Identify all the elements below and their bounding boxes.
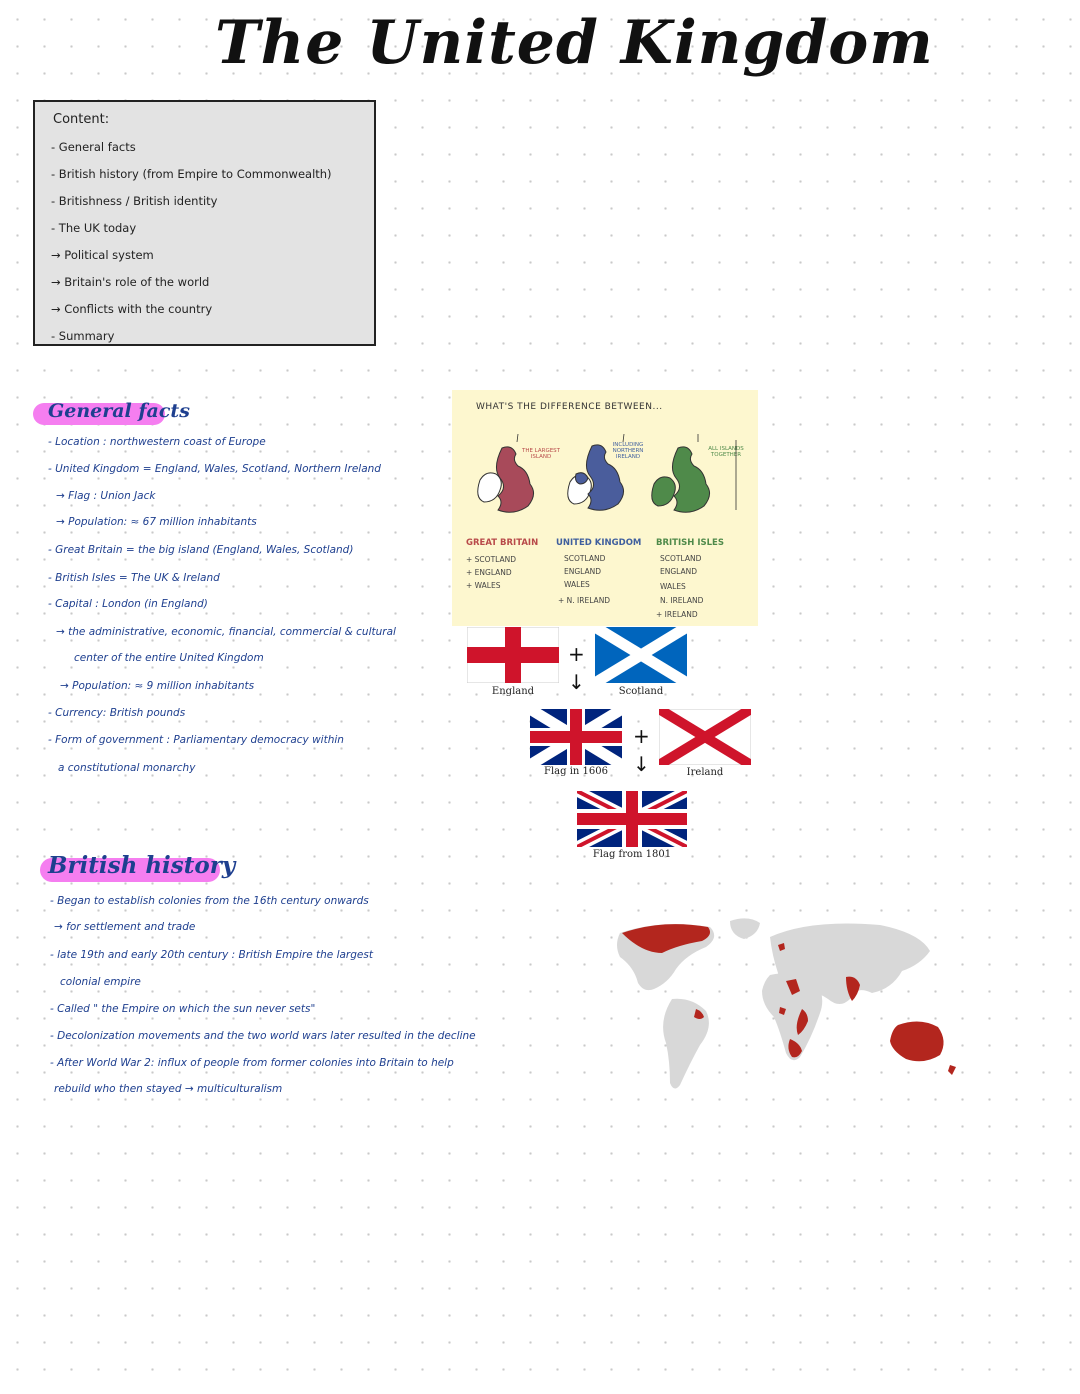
plus-sign: + — [568, 642, 585, 666]
plus-sign: + — [633, 724, 650, 748]
contents-box — [33, 100, 376, 346]
column-item: SCOTLAND — [564, 554, 606, 563]
scotland-flag — [595, 627, 687, 683]
history-line: → for settlement and trade — [54, 921, 196, 933]
contents-item: - Summary — [51, 329, 115, 343]
fact-line: → the administrative, economic, financial, commercial & cultural — [56, 626, 396, 638]
united-kingdom-map — [568, 445, 624, 510]
diagram-note: INCLUDING NORTHERN IRELAND — [612, 442, 644, 460]
flag-1606-caption: Flag in 1606 — [544, 766, 608, 777]
contents-item: → Britain's role of the world — [51, 275, 210, 289]
flag-1801 — [577, 791, 687, 847]
column-united-kingdom: UNITED KINGDOM — [556, 538, 642, 548]
column-item: WALES — [564, 580, 590, 589]
history-line: - Called " the Empire on which the sun never sets" — [50, 1003, 316, 1015]
fact-line: → Flag : Union Jack — [56, 490, 156, 502]
british-isles-map — [652, 440, 736, 512]
down-arrow: ↓ — [568, 670, 585, 694]
british-history-heading: British history — [48, 852, 236, 879]
history-line: - Decolonization movements and the two world wars later resulted in the decline — [50, 1030, 476, 1042]
column-item: N. IRELAND — [660, 596, 704, 605]
down-arrow: ↓ — [633, 752, 650, 776]
contents-item: - General facts — [51, 140, 136, 154]
fact-line: center of the entire United Kingdom — [74, 652, 264, 664]
fact-line: → Population: ≈ 9 million inhabitants — [60, 680, 255, 692]
page-title: The United Kingdom — [215, 8, 934, 78]
flag-1606 — [530, 709, 622, 765]
contents-title: Content: — [53, 112, 110, 127]
history-line: - late 19th and early 20th century : British Empire the largest — [50, 949, 373, 961]
fact-line: - British Isles = The UK & Ireland — [48, 572, 220, 584]
scotland-caption: Scotland — [618, 686, 664, 697]
column-item: + N. IRELAND — [558, 596, 611, 605]
fact-line: a constitutional monarchy — [58, 762, 196, 774]
column-item: ENGLAND — [660, 567, 698, 576]
fact-line: - Location : northwestern coast of Europe — [48, 436, 266, 448]
column-item: + SCOTLAND — [466, 555, 517, 564]
contents-item: - Britishness / British identity — [51, 194, 218, 208]
column-british-isles: BRITISH ISLES — [656, 538, 724, 548]
difference-diagram — [452, 390, 758, 626]
history-line: - After World War 2: influx of people from former colonies into Britain to help — [50, 1057, 454, 1069]
fact-line: - Form of government : Parliamentary democracy within — [48, 734, 344, 746]
england-flag — [467, 627, 559, 683]
column-item: SCOTLAND — [660, 554, 702, 563]
contents-item: → Conflicts with the country — [51, 302, 213, 316]
isles-maps — [452, 390, 758, 530]
fact-line: - Great Britain = the big island (England, Wales, Scotland) — [48, 544, 354, 556]
great-britain-map — [478, 447, 534, 512]
contents-item: - British history (from Empire to Commonwealth) — [51, 167, 332, 181]
column-item: WALES — [660, 582, 686, 591]
history-line: rebuild who then stayed → multiculturalism — [54, 1083, 283, 1095]
general-facts-heading: General facts — [48, 400, 190, 422]
contents-item: → Political system — [51, 248, 154, 262]
column-item: + IRELAND — [656, 610, 698, 619]
column-item: + ENGLAND — [466, 568, 512, 577]
history-line: - Began to establish colonies from the 16th century onwards — [50, 895, 369, 907]
fact-line: - Currency: British pounds — [48, 707, 186, 719]
diagram-note: THE LARGEST ISLAND — [521, 448, 561, 460]
contents-item: - The UK today — [51, 221, 137, 235]
diagram-note: ALL ISLANDS TOGETHER — [708, 446, 744, 458]
fact-line: → Population: ≈ 67 million inhabitants — [56, 516, 257, 528]
column-item: ENGLAND — [564, 567, 602, 576]
fact-line: - Capital : London (in England) — [48, 598, 208, 610]
ireland-caption: Ireland — [686, 767, 724, 778]
fact-line: - United Kingdom = England, Wales, Scotland, Northern Ireland — [48, 463, 381, 475]
england-caption: England — [491, 686, 535, 697]
flag-1801-caption: Flag from 1801 — [592, 849, 672, 860]
column-great-britain: GREAT BRITAIN — [466, 538, 539, 548]
history-line: colonial empire — [60, 976, 141, 988]
diagram-title: WHAT'S THE DIFFERENCE BETWEEN... — [476, 402, 663, 412]
british-empire-world-map — [610, 915, 960, 1100]
ireland-saltire-flag — [659, 709, 751, 765]
column-item: + WALES — [466, 581, 501, 590]
